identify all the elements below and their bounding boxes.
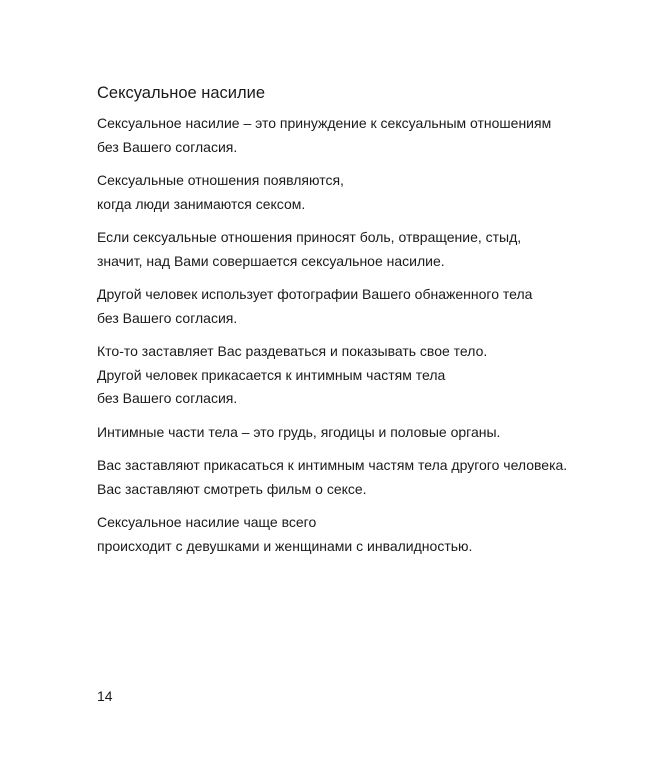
body-text — [97, 112, 597, 568]
paragraph — [97, 421, 597, 445]
text-line: без Вашего согласия. — [97, 309, 238, 326]
paragraph — [97, 283, 597, 330]
text-line: Сексуальное насилие – это принуждение к сексуальным отношениям — [97, 115, 552, 131]
paragraph — [97, 112, 597, 159]
paragraph — [97, 340, 597, 411]
text-line: Другой человек использует фотографии Вашего обнаженного тела — [97, 286, 533, 302]
paragraph — [97, 226, 597, 273]
paragraph — [97, 511, 597, 558]
paragraph — [97, 169, 597, 216]
text-line: Другой человек прикасается к интимным частям тела — [97, 366, 446, 383]
text-line: когда люди занимаются сексом. — [97, 195, 306, 212]
paragraph — [97, 454, 597, 501]
text-line: Если сексуальные отношения приносят боль, отвращение, стыд, — [97, 229, 522, 245]
text-line: Кто-то заставляет Вас раздеваться и показывать свое тело. — [97, 343, 488, 359]
page-number: 14 — [97, 688, 113, 704]
text-line: Интимные части тела – это грудь, ягодицы и половые органы. — [97, 423, 501, 440]
text-line: Сексуальное насилие чаще всего — [97, 514, 317, 530]
text-line: Вас заставляют смотреть фильм о сексе. — [97, 480, 367, 497]
text-line: происходит с девушками и женщинами с инвалидностью. — [97, 537, 473, 554]
text-line: Вас заставляют прикасаться к интимным частям тела другого человека. — [97, 457, 568, 473]
text-line: значит, над Вами совершается сексуальное насилие. — [97, 252, 445, 269]
text-line: Сексуальные отношения появляются, — [97, 172, 344, 188]
text-line: без Вашего согласия. — [97, 390, 238, 406]
section-heading: Сексуальное насилие — [97, 84, 266, 102]
text-line: без Вашего согласия. — [97, 138, 238, 155]
